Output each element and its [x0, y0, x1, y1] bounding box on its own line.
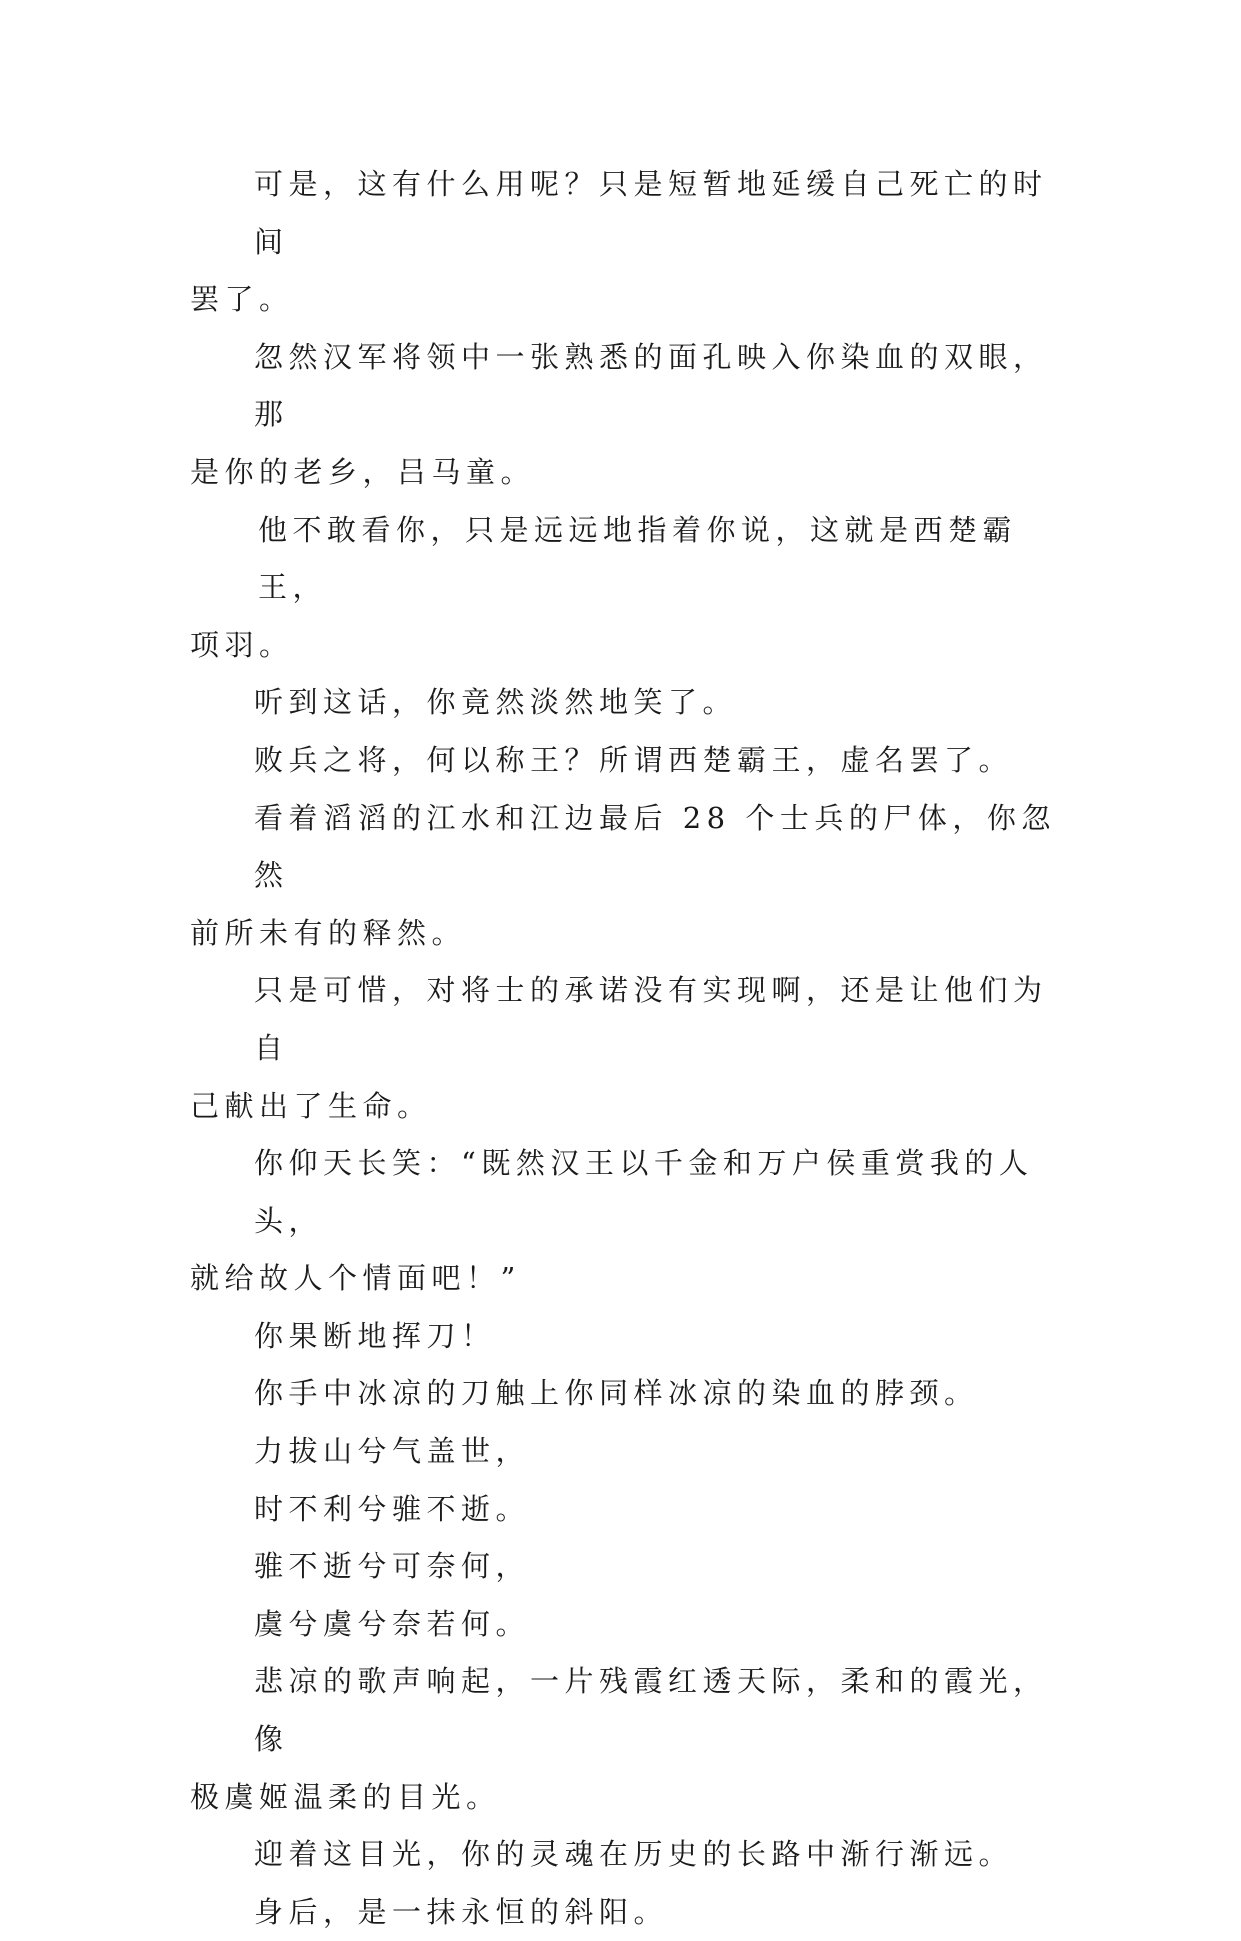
paragraph-line: 骓不逝兮可奈何， [254, 1549, 531, 1584]
paragraph-4 [190, 674, 1060, 732]
paragraph-16 [190, 1826, 1060, 1884]
paragraph-line: 极虞姬温柔的目光。 [190, 1779, 501, 1814]
paragraph-line: 就给故人个情面吧！” [190, 1261, 521, 1296]
paragraph-line: 是你的老乡，吕马童。 [190, 454, 536, 489]
paragraph-line: 迎着这目光，你的灵魂在历史的长路中渐行渐远。 [254, 1837, 1014, 1872]
paragraph-line: 你果断地挥刀！ [254, 1318, 496, 1353]
paragraph-line: 可是，这有什么用呢？只是短暂地延缓自己死亡的时间 [254, 167, 1048, 259]
paragraph-line: 前所未有的释然。 [190, 915, 467, 950]
paragraph-line: 你手中冰凉的刀触上你同样冰凉的染血的脖颈。 [254, 1376, 979, 1411]
paragraph-9 [190, 1308, 1060, 1366]
paragraph-line: 看着滔滔的江水和江边最后 28 个士兵的尸体，你忽然 [254, 800, 1056, 893]
paragraph-line: 忽然汉军将领中一张熟悉的面孔映入你染血的双眼，那 [254, 339, 1048, 432]
paragraph-15 [190, 1653, 1060, 1826]
paragraph-line: 罢了。 [190, 282, 294, 317]
paragraph-line: 听到这话，你竟然淡然地笑了。 [254, 685, 738, 720]
paragraph-10 [190, 1365, 1060, 1423]
paragraph-line: 败兵之将，何以称王？所谓西楚霸王，虚名罢了。 [254, 742, 1014, 777]
paragraph-17 [190, 1884, 1060, 1941]
poem-line-4 [190, 1596, 1060, 1654]
paragraph-line: 悲凉的歌声响起，一片残霞红透天际，柔和的霞光，像 [254, 1664, 1048, 1757]
paragraph-8 [190, 1135, 1060, 1308]
paragraph-line: 己献出了生命。 [190, 1088, 432, 1123]
paragraph-line: 项羽。 [190, 627, 294, 662]
paragraph-1 [190, 156, 1060, 329]
document-body [190, 156, 1060, 1941]
paragraph-6 [190, 790, 1060, 963]
paragraph-line: 他不敢看你，只是远远地指着你说，这就是西楚霸王， [258, 512, 1018, 605]
paragraph-5 [190, 732, 1060, 790]
paragraph-line: 你仰天长笑：“既然汉王以千金和万户侯重赏我的人头， [254, 1146, 1034, 1238]
paragraph-line: 虞兮虞兮奈若何。 [254, 1606, 531, 1641]
poem-line-2 [190, 1481, 1060, 1539]
poem-line-1 [190, 1423, 1060, 1481]
paragraph-2 [190, 329, 1060, 502]
paragraph-line: 时不利兮骓不逝。 [254, 1491, 531, 1526]
paragraph-7 [190, 962, 1060, 1135]
paragraph-line: 身后，是一抹永恒的斜阳。 [254, 1894, 669, 1929]
paragraph-3 [190, 502, 1060, 675]
paragraph-line: 力拔山兮气盖世， [254, 1434, 531, 1469]
poem-line-3 [190, 1538, 1060, 1596]
paragraph-line: 只是可惜，对将士的承诺没有实现啊，还是让他们为自 [254, 973, 1048, 1065]
